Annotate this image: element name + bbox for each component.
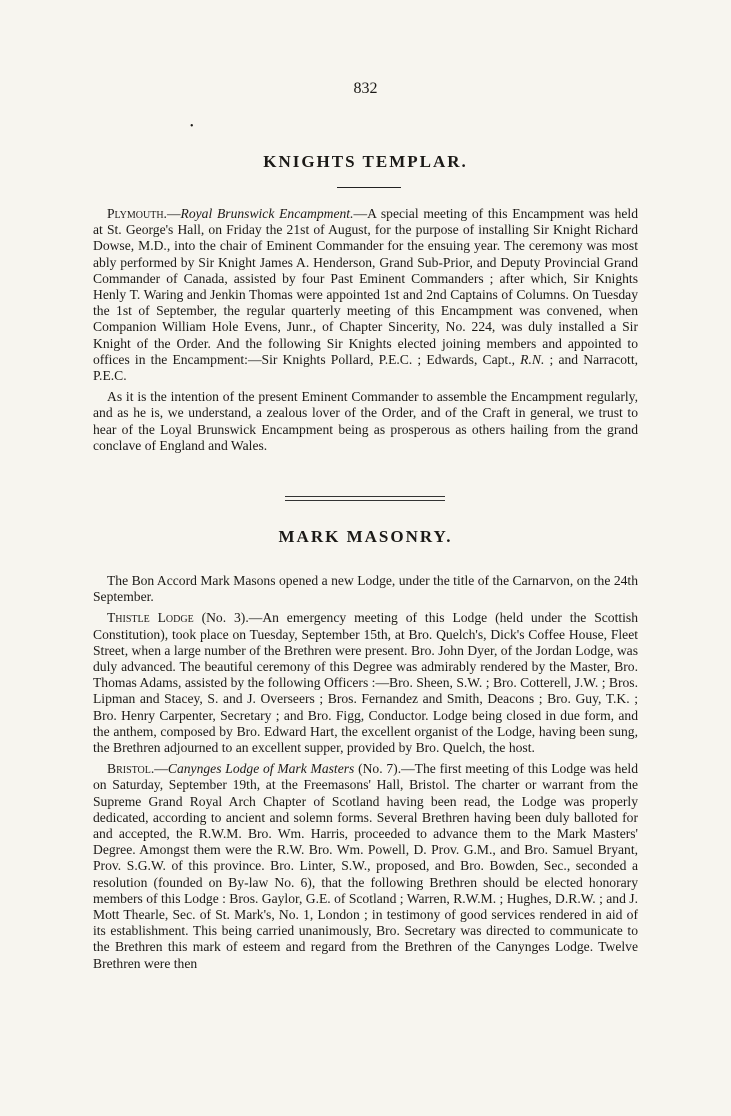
paragraph-text: ; and Narracott, P.E.C. (93, 351, 638, 384)
section-title-knights-templar: KNIGHTS TEMPLAR. (263, 152, 468, 171)
paragraph (93, 206, 638, 384)
title-rule (337, 187, 401, 188)
italic-name: Royal Brunswick Encampment. (180, 206, 354, 221)
page-number: 832 (353, 80, 378, 97)
paragraph (93, 761, 638, 972)
italic-name: Canynges Lodge of Mark Masters (167, 761, 355, 777)
paragraph-text: (No. 3).—An emergency meeting of this Lodge (held under the Scottish Constitution), took place on Tuesday, September 15th, at Bro. Quelch's, Dick's Coffee House, Fleet Street, when a large number of the Brethren were present. Bro. John Dyer, of the Jordan Lodge, was duly advanced. The beautiful ceremony of this Degree was admirably rendered by the Master, Bro. Thomas Adams, assisted by the following Officers :—Bro. Sheen, S.W. ; Bro. Cotterell, J.W. ; Bros. Lipman and Stacey, S. and J. Overseers ; Bros. Fernandez and Smith, Deacons ; Bro. Guy, T.K. ; Bro. Henry Carpenter, Secretary ; and Bro. Figg, Conductor. Lodge being closed in due form, and the anthem, composed by Bro. Edward Hart, the excellent organist of the Lodge, having been sung, the Brethren adjourned to an excellent supper, provided by Bro. Quelch, the host. (93, 610, 638, 756)
dash: — (154, 761, 168, 777)
run-in-heading: Bristol. (107, 761, 155, 777)
run-in-heading: Thistle Lodge (107, 610, 194, 626)
italic-abbrev: R.N. (520, 351, 545, 367)
dash: — (166, 206, 181, 221)
run-in-heading: Plymouth. (107, 206, 167, 221)
knights-templar-body (93, 206, 638, 454)
section-divider (285, 496, 445, 501)
paragraph: The Bon Accord Mark Masons opened a new Lodge, under the title of the Carnarvon, on the 24th September. (93, 573, 638, 605)
paragraph-text: (No. 7).—The first meeting of this Lodge was held on Saturday, September 19th, at the Freemasons' Hall, Bristol. The charter or warrant from the Supreme Grand Royal Arch Chapter of Scotland having been read, the Lodge was properly dedicated, according to ancient and solemn forms. Several Brethren having been duly balloted for and accepted, the R.W.M. Bro. Wm. Harris, proceeded to advance them to the Mark Masters' Degree. Amongst them were the R.W. Bro. Wm. Powell, D. Prov. G.M., and Bro. Samuel Bryant, Prov. S.G.W. of this province. Bro. Linter, S.W., proposed, and Bro. Bowden, Sec., seconded a resolution (founded on By-law No. 6), that the following Brethren should be elected honorary members of this Lodge : Bros. Gaylor, G.E. of Scotland ; Warren, R.W.M. ; Hughes, D.R.W. ; and J. Mott Thearle, Sec. of St. Mark's, No. 1, London ; in testimony of good services rendered in aid of its establishment. This being carried unanimously, Bro. Secretary was directed to communicate to the Brethren this mark of esteem and regard from the Brethren of the Canynges Lodge. Twelve Brethren were then (93, 761, 639, 971)
paragraph (93, 610, 638, 756)
section-title-mark-masonry: MARK MASONRY. (278, 527, 453, 546)
print-speck: • (190, 121, 194, 132)
mark-masonry-body (93, 573, 638, 972)
paragraph-text: —A special meeting of this Encampment was held at St. George's Hall, on Friday the 21st of August, for the purpose of installing Sir Knight Richard Dowse, M.D., into the chair of Eminent Commander for the ensuing year. The ceremony was most ably performed by Sir Knight James A. Henderson, Grand Sub-Prior, and Deputy Provincial Grand Commander of Canada, assisted by four Past Eminent Commanders ; after which, Sir Knights Henly T. Waring and Jenkin Thomas were appointed 1st and 2nd Captains of Columns. On Tuesday the 1st of September, the regular quarterly meeting of this Encampment was convened, when Companion William Hole Evens, Junr., of Chapter Sincerity, No. 224, was duly installed a Sir Knight of the Order. And the following Sir Knights elected joining members and appointed to offices in the Encampment:—Sir Knights Pollard, P.E.C. ; Edwards, Capt., (93, 206, 638, 367)
paragraph: As it is the intention of the present Eminent Commander to assemble the Encampment regularly, and as he is, we understand, a zealous lover of the Order, and of the Craft in general, we trust to hear of the Loyal Brunswick Encampment being as prosperous as others hailing from the grand conclave of England and Wales. (93, 389, 638, 453)
